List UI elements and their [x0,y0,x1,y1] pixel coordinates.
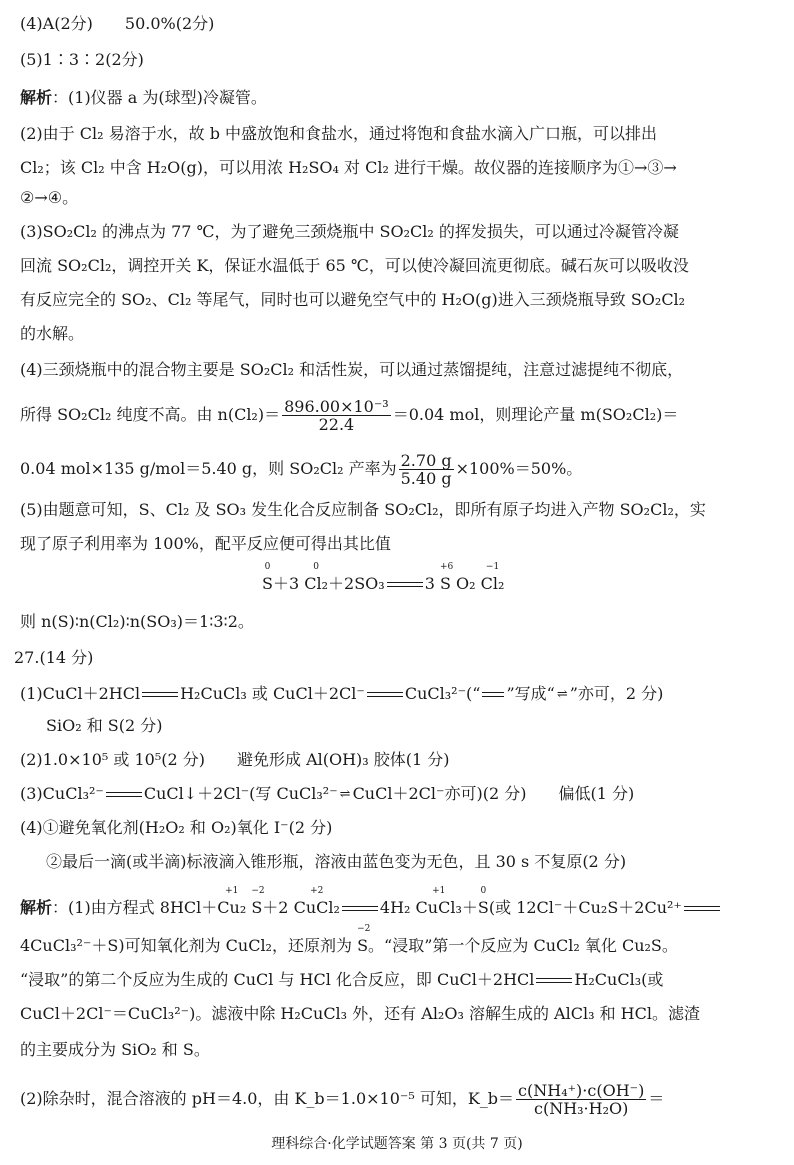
fraction-yield [399,452,454,487]
answer-4: (4)A(2分) 50.0%(2分) [20,14,215,33]
analysis-1-p5-line3: 则 n(S)∶n(Cl₂)∶n(SO₃)＝1∶3∶2。 [20,612,254,631]
analysis-2-line4: CuCl＋2Cl⁻＝CuCl₃²⁻)。滤液中除 H₂CuCl₃ 外，还有 Al₂O₃ 溶解生成的 AlCl₃ 和 HCl。滤渣 [20,1004,700,1023]
analysis-text: ：(1)仪器 a 为(球型)冷凝管。 [52,88,267,107]
text-segment: H₂CuCl₃ 或 CuCl＋2Cl⁻ [180,684,365,703]
text-segment: ＝0.04 mol，则理论产量 m(SO₂Cl₂)＝ [392,405,679,424]
fraction-numerator: 2.70 g [400,451,452,470]
text-segment: ”写成“ [506,684,555,703]
ox-state-sneg2: −2 S [357,924,371,955]
analysis-label: 解析 [20,88,53,107]
ox-state-cu1b: +1 CuCl₃ [415,886,462,917]
ox-state-cl: 0 Cl₂ [304,562,329,593]
q27-answer-3 [20,784,634,804]
text-segment: (1)CuCl＋2HCl [20,684,141,703]
oxidation-label: −1 [485,562,500,572]
analysis-1-p1 [20,88,267,108]
text-segment: ”亦可，2 分) [569,684,664,703]
oxidation-label: 0 [264,562,271,572]
reversible-arrow-icon: ⇌ [339,787,351,802]
analysis-1-p3-line3: 有反应完全的 SO₂、Cl₂ 等尾气，同时也可以避免空气中的 H₂O(g)进入三颈烧瓶导致 SO₂Cl₂ [20,290,686,309]
analysis-1-p2-line3: ②→④。 [20,188,79,207]
ox-state-s0: 0 S [477,886,489,917]
analysis-2-line1: 解析：(1)由方程式 8HCl＋ +1 Cu₂ −2 S＋2 +2 CuCl₂ 4H₂ +1 CuCl₃＋ 0 S(或 12Cl⁻＋Cu₂S＋2Cu²⁺ [20,898,722,918]
analysis-1-p3-line1: (3)SO₂Cl₂ 的沸点为 77 ℃，为了避免三颈烧瓶中 SO₂Cl₂ 的挥发损失，可以通过冷凝管冷凝 [20,222,679,241]
equals-sign [482,690,504,700]
oxidation-label: 0 [480,886,487,896]
text-segment: H₂CuCl₃(或 [574,970,664,989]
analysis-1-p3-line2: 回流 SO₂Cl₂，调控开关 K，保证水温低于 65 ℃，可以使冷凝回流更彻底。碱石灰可以吸收没 [20,256,689,275]
equals-sign [536,976,572,986]
oxidation-label: +1 [225,886,239,896]
analysis-1-p3-line4: 的水解。 [20,324,85,343]
analysis-2-line5: 的主要成分为 SiO₂ 和 S。 [20,1040,210,1059]
q27-answer-4-line1: (4)①避免氧化剂(H₂O₂ 和 O₂)氧化 I⁻(2 分) [20,818,333,837]
fraction-numerator: c(NH₄⁺)·c(OH⁻) [518,1081,645,1100]
fraction-moles [282,398,391,433]
oxidation-label: −2 [357,924,371,934]
q27-answer-1-line2: SiO₂ 和 S(2 分) [46,716,163,735]
ox-state-s: 0 S [262,562,273,593]
oxidation-label: +1 [432,886,446,896]
analysis-1-p5-line2: 现了原子利用率为 100%，配平反应便可得出其比值 [20,534,391,553]
q27-answer-2: (2)1.0×10⁵ 或 10⁵(2 分) 避免形成 Al(OH)₃ 胶体(1 分) [20,750,450,769]
oxidation-label: +6 [439,562,454,572]
equals-sign [106,790,142,800]
text-segment: 0.04 mol×135 g/mol＝5.40 g，则 SO₂Cl₂ 产率为 [20,459,397,478]
page-footer: 理科综合·化学试题答案 第 3 页(共 7 页) [271,1136,523,1152]
analysis-1-p4-line1: (4)三颈烧瓶中的混合物主要是 SO₂Cl₂ 和活性炭，可以通过蒸馏提纯，注意过滤提纯不彻底， [20,360,684,379]
analysis-label: 解析 [20,898,53,917]
analysis-1-p4-line3 [20,452,582,487]
equals-sign [342,904,378,914]
oxidation-label: −2 [251,886,265,896]
ox-state-cu1: +1 Cu₂ [217,886,247,917]
equals-sign [684,904,720,914]
answer-5: (5)1∶3∶2(2分) [20,50,144,69]
equals-sign [367,690,403,700]
text-segment: “浸取”的第二个反应为生成的 CuCl 与 HCl 化合反应，即 CuCl＋2HCl [20,970,535,989]
text-segment: (2)除杂时，混合溶液的 pH＝4.0，由 K_b＝1.0×10⁻⁵ 可知，K_b＝ [20,1089,515,1108]
analysis-2-line6 [20,1082,664,1117]
analysis-2-line2: 4CuCl₃²⁻＋S)可知氧化剂为 CuCl₂，还原剂为 −2 S。“浸取”第一个反应为 CuCl₂ 氧化 Cu₂S。 [20,924,678,955]
text-segment: ＝ [648,1089,665,1108]
text-segment: CuCl＋2Cl⁻亦可)(2 分) 偏低(1 分) [352,784,635,803]
analysis-2-line3 [20,970,663,990]
analysis-1-p5-line1: (5)由题意可知，S、Cl₂ 及 SO₃ 发生化合反应制备 SO₂Cl₂，即所有原子均进入产物 SO₂Cl₂，实 [20,500,706,519]
fraction-kb [516,1082,646,1117]
ox-state-s6: +6 S [439,562,454,593]
text-segment: CuCl₃²⁻(“ [404,684,481,703]
equals-sign [142,690,178,700]
equals-sign [387,580,423,590]
ox-state-s2: −2 S [251,886,265,917]
analysis-1-p4-line2 [20,398,678,433]
oxidation-label: 0 [313,562,319,572]
analysis-1-p2-line1: (2)由于 Cl₂ 易溶于水，故 b 中盛放饱和食盐水，通过将饱和食盐水滴入广口瓶，可以排出 [20,124,658,143]
ox-state-cu2: +2 CuCl₂ [293,886,340,917]
text-segment: ×100%＝50%。 [455,459,583,478]
fraction-denominator: c(NH₃·H₂O) [533,1099,629,1118]
oxidation-label: +2 [310,886,324,896]
balanced-equation: 0 S＋3 0 Cl₂＋2SO₃ 3 +6 S O₂ −1 Cl₂ [262,562,505,593]
q27-answer-1-line1 [20,684,663,704]
question-27-header: 27.(14 分) [14,648,94,667]
fraction-denominator: 22.4 [318,415,355,434]
text-segment: CuCl↓＋2Cl⁻(写 CuCl₃²⁻ [143,784,338,803]
text-segment: 所得 SO₂Cl₂ 纯度不高。由 n(Cl₂)＝ [20,405,281,424]
analysis-1-p2-line2: Cl₂；该 Cl₂ 中含 H₂O(g)，可以用浓 H₂SO₄ 对 Cl₂ 进行干燥。故仪器的连接顺序为①→③→ [20,158,677,177]
q27-answer-4-line2: ②最后一滴(或半滴)标液滴入锥形瓶，溶液由蓝色变为无色，且 30 s 不复原(2 分) [46,852,627,871]
ox-state-cl-1: −1 Cl₂ [480,562,505,593]
fraction-denominator: 5.40 g [400,469,452,488]
text-segment: (3)CuCl₃²⁻ [20,784,104,803]
fraction-numerator: 896.00×10⁻³ [284,397,389,416]
reversible-arrow-icon: ⇌ [556,687,568,702]
